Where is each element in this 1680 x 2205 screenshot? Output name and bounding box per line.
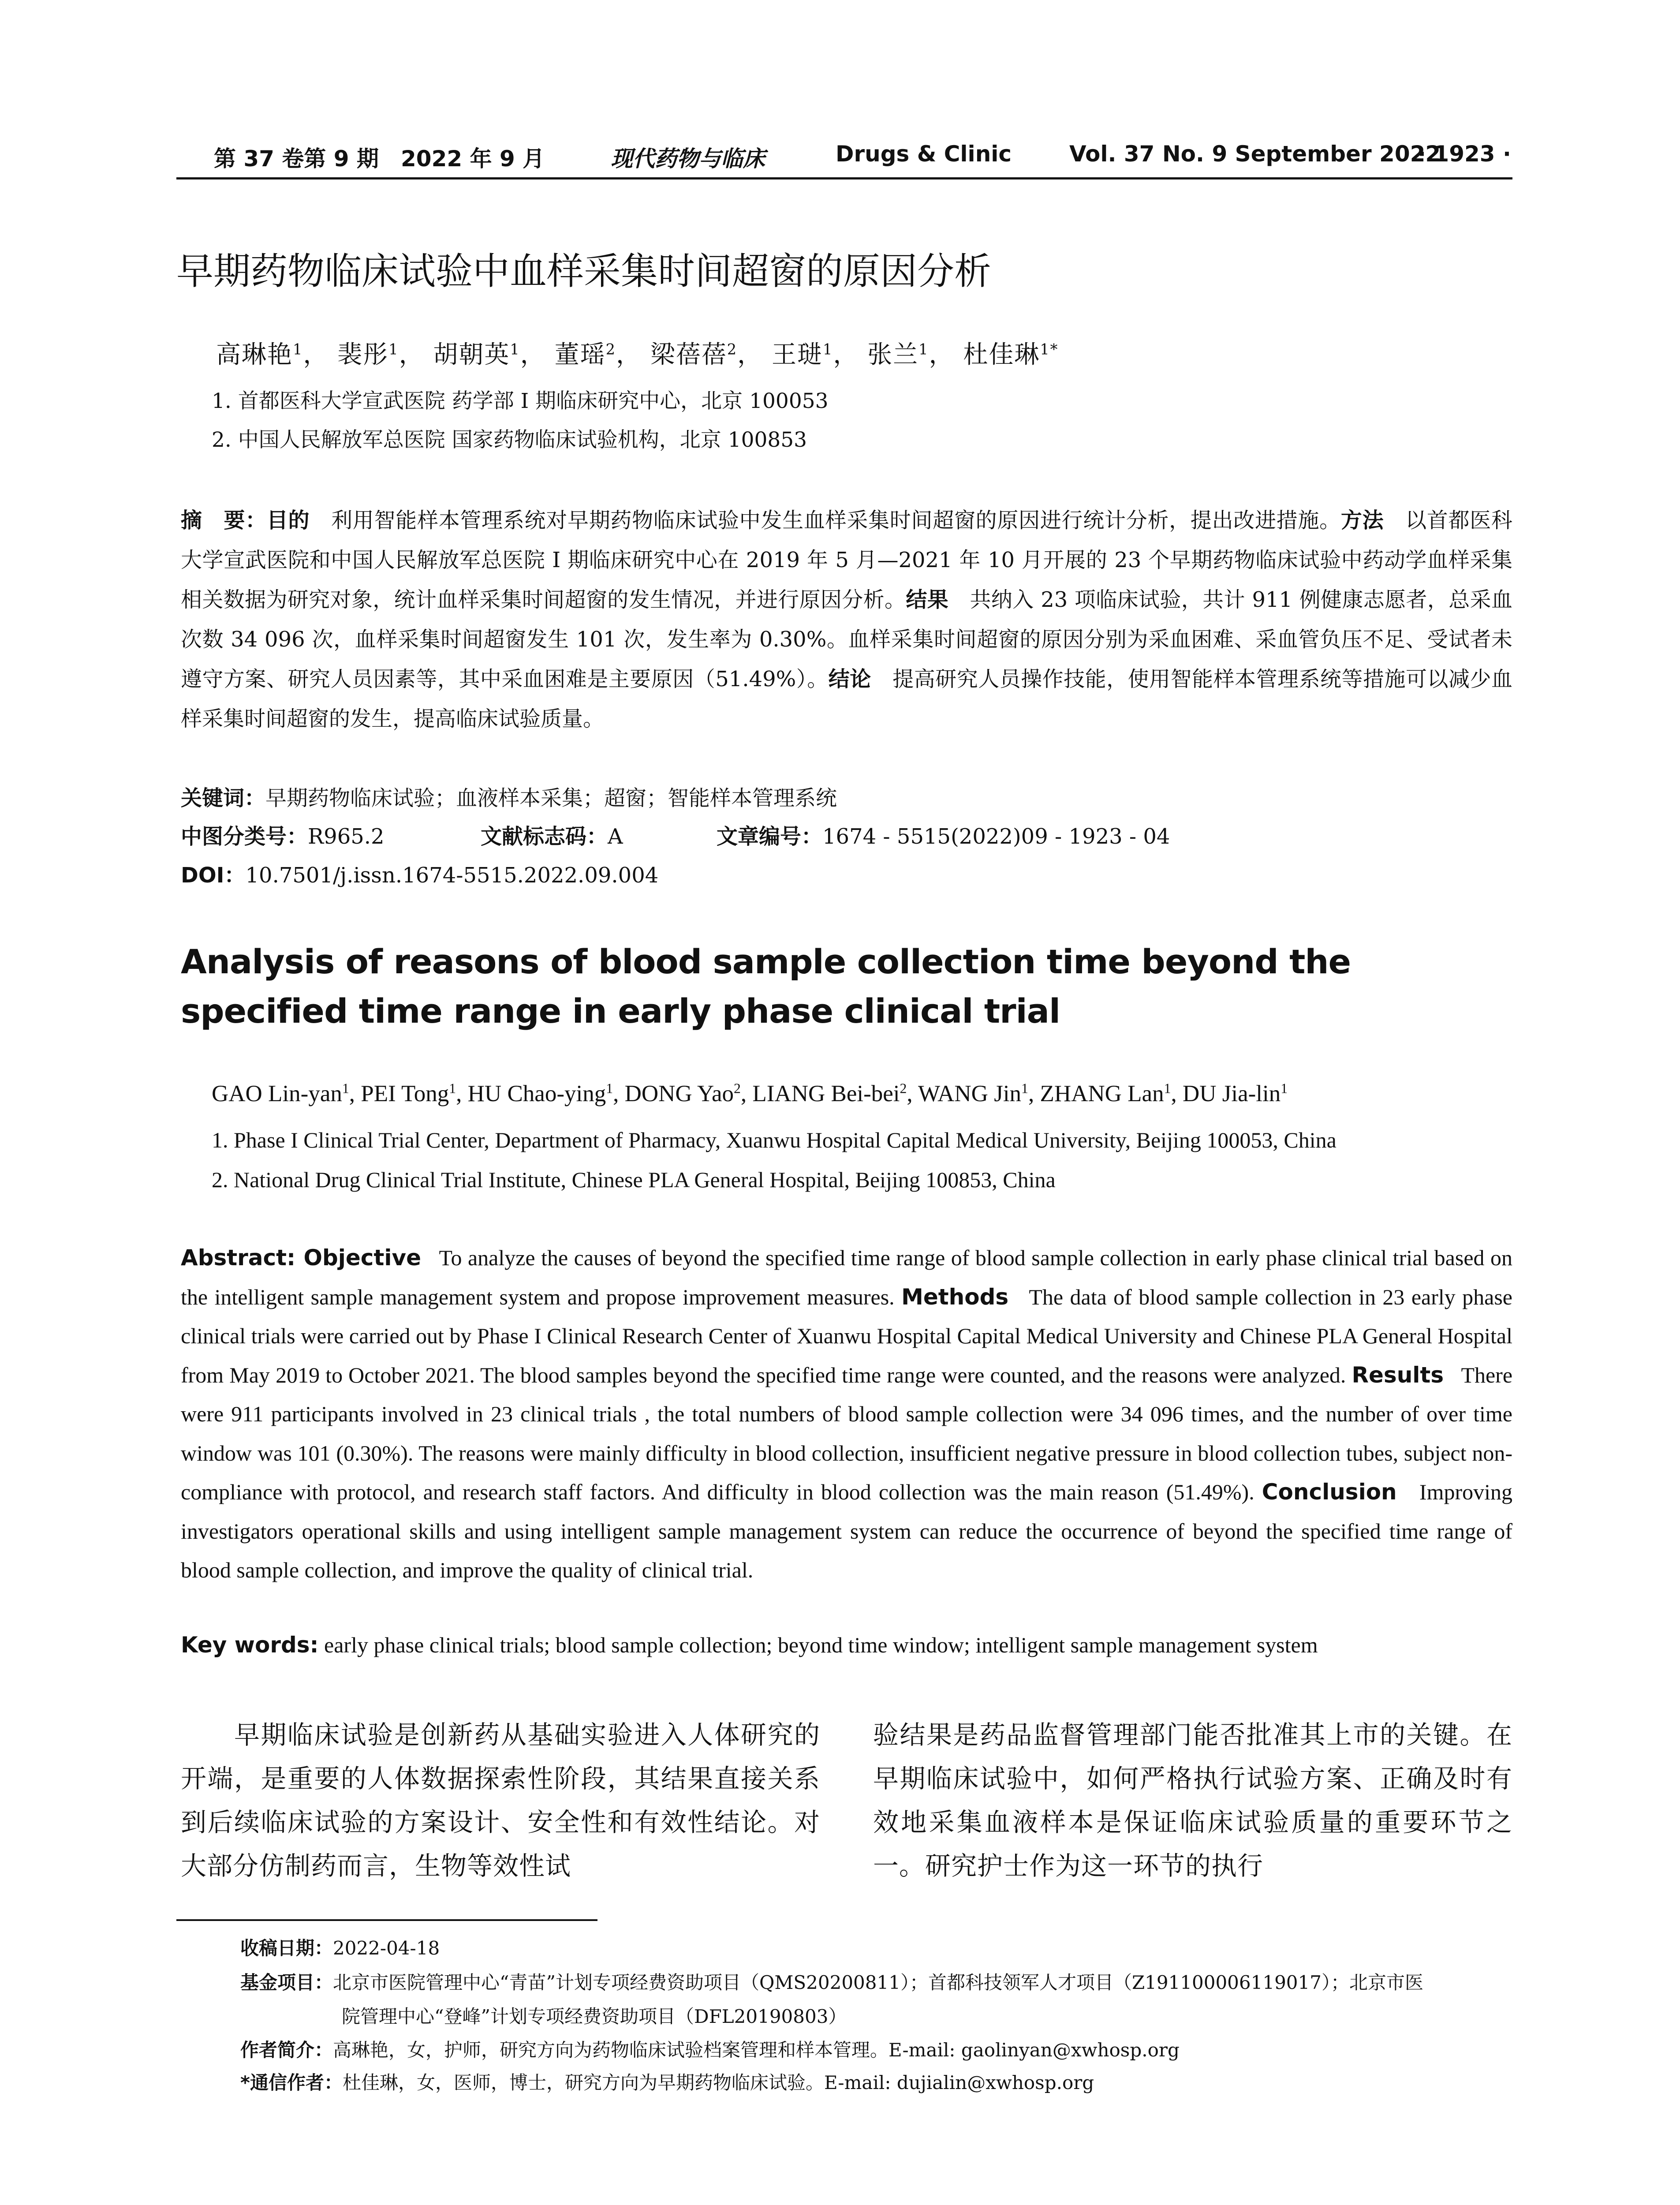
header-rule xyxy=(176,177,1512,179)
fund-label: 基金项目： xyxy=(240,1972,333,1993)
en-keywords-label: Key words: xyxy=(181,1632,319,1658)
en-affiliation-1: 1. Phase I Clinical Trial Center, Department of Pharmacy, Xuanwu Hospital Capital Medical University, Beijing 100053, China xyxy=(212,1128,1337,1152)
cn-abstract xyxy=(181,501,1512,739)
en-author-list: GAO Lin-yan$^1$, PEI Tong$^1$, HU Chao-ying$^1$, DONG Yao$^2$, LIANG Bei-bei$^2$, WANG Jin$^1$, ZHANG Lan$^1$, DU Jia-lin$^1$ xyxy=(212,1080,1288,1106)
en-affiliation-2: 2. National Drug Clinical Trial Institute, Chinese PLA General Hospital, Beijing 100853, China xyxy=(212,1167,1056,1192)
cn-classification-line xyxy=(181,821,1512,852)
en-keywords xyxy=(181,1629,1512,1660)
cn-author: 高琳艳$^1$ xyxy=(216,340,303,369)
article-no-value: 1674 - 5515(2022)09 - 1923 - 04 xyxy=(822,824,1170,849)
en-author: PEI Tong$^1$ xyxy=(361,1080,456,1106)
en-keywords-text: early phase clinical trials; blood sample collection; beyond time window; intelligent sample management system xyxy=(324,1633,1318,1657)
cn-affiliation-1: 1. 首都医科大学宣武医院 药学部 I 期临床研究中心，北京 100053 xyxy=(212,389,829,413)
en-results-text: There were 911 participants involved in 23 clinical trials , the total numbers of blood sample collection were 34 096 times, and the number of over time window was 101 (0.30%). The reasons were mainly difficulty in blood collection, insufficient negative pressure in blood collection tubes, subject non-compliance with protocol, and research staff factors. And difficulty in blood collection was the main reason (51.49%). xyxy=(181,1362,1513,1504)
footnote-received xyxy=(240,1934,1512,1963)
cn-author: 张兰$^1$ xyxy=(867,340,929,369)
cn-affiliation-2: 2. 中国人民解放军总医院 国家药物临床试验机构，北京 100853 xyxy=(212,428,807,452)
clc-value: R965.2 xyxy=(308,824,385,849)
en-methods-text: The data of blood sample collection in 23 early phase clinical trials were carried out by Phase I Clinical Research Center of Xuanwu Hospital Capital Medical University and Chinese PLA General Hospital from May 2019 to October 2021. The blood samples beyond the specified time range were counted, and the reasons were analyzed. xyxy=(181,1284,1512,1387)
doc-code-value: A xyxy=(608,824,623,849)
received-date: 2022-04-18 xyxy=(333,1937,440,1959)
footnote-fund xyxy=(240,1968,1512,1997)
en-conclusion-label: Conclusion xyxy=(1262,1479,1397,1505)
en-title: Analysis of reasons of blood sample collection time beyond the specified time range in early phase clinical trial xyxy=(181,942,1351,1031)
cn-keywords-label: 关键词： xyxy=(181,786,266,811)
header-journal-en: Drugs & Clinic xyxy=(836,141,1012,167)
en-author: ZHANG Lan$^1$ xyxy=(1040,1080,1171,1106)
corresponding-label: *通信作者： xyxy=(240,2072,343,2093)
footnote-corresponding xyxy=(240,2068,1512,2097)
cn-title: 早期药物临床试验中血样采集时间超窗的原因分析 xyxy=(176,250,992,293)
cn-objective-label: 目的 xyxy=(266,508,310,533)
cn-keywords-text: 早期药物临床试验；血液样本采集；超窗；智能样本管理系统 xyxy=(265,786,837,811)
footnote-author xyxy=(240,2036,1512,2065)
cn-conclusion-text: 提高研究人员操作技能，使用智能样本管理系统等措施可以减少血样采集时间超窗的发生，提高临床试验质量。 xyxy=(181,667,1512,731)
en-objective-label: Abstract: Objective xyxy=(181,1245,421,1271)
author-bio-label: 作者简介： xyxy=(240,2039,333,2061)
en-author: GAO Lin-yan$^1$ xyxy=(212,1080,349,1106)
footnote-rule xyxy=(176,1919,597,1921)
en-methods-label: Methods xyxy=(901,1284,1009,1310)
en-conclusion-text: Improving investigators operational skills and using intelligent sample management system can reduce the occurrence of beyond the specified time range of blood sample collection, and improve the quality of clinical trial. xyxy=(181,1480,1513,1582)
fund-text-line-1: 北京市医院管理中心“青苗”计划专项经费资助项目（QMS20200811）；首都科技领军人才项目（Z191100006119017）；北京市医 xyxy=(333,1972,1423,1993)
en-author: DONG Yao$^2$ xyxy=(624,1080,741,1106)
cn-author: 杜佳琳$^{1*}$ xyxy=(963,340,1059,369)
author-bio-text: 高琳艳，女，护师，研究方向为药物临床试验档案管理和样本管理。E-mail: gaolinyan@xwhosp.org xyxy=(333,2039,1180,2061)
en-author: LIANG Bei-bei$^2$ xyxy=(752,1080,907,1106)
clc-label: 中图分类号： xyxy=(181,824,308,849)
en-objective-text: To analyze the causes of beyond the specified time range of blood sample collection in early phase clinical trial based on the intelligent sample management system and propose improvement measures. xyxy=(181,1245,1512,1309)
corresponding-text: 杜佳琳，女，医师，博士，研究方向为早期药物临床试验。E-mail: dujialin@xwhosp.org xyxy=(342,2072,1094,2093)
en-abstract xyxy=(181,1238,1512,1590)
running-header xyxy=(176,141,1512,181)
cn-objective-text: 利用智能样本管理系统对早期药物临床试验中发生血样采集时间超窗的原因进行统计分析，提出改进措施。 xyxy=(331,508,1341,533)
cn-author: 董瑶$^2$ xyxy=(554,340,616,369)
body-column-right: 验结果是药品监督管理部门能否批准其上市的关键。在早期临床试验中，如何严格执行试验方案、正确及时有效地采集血液样本是保证临床试验质量的重要环节之一。研究护士作为这一环节的执行 xyxy=(873,1720,1512,1881)
doi-value: 10.7501/j.issn.1674-5515.2022.09.004 xyxy=(245,863,659,888)
en-results-label: Results xyxy=(1351,1362,1444,1388)
cn-abstract-label: 摘 要： xyxy=(181,508,267,533)
header-page-number: · 1923 · xyxy=(1418,141,1511,167)
cn-author: 梁蓓蓓$^2$ xyxy=(650,340,738,369)
received-label: 收稿日期： xyxy=(240,1937,333,1959)
doi-line xyxy=(181,860,1512,891)
cn-results-label: 结果 xyxy=(906,587,949,612)
en-author: DU Jia-lin$^1$ xyxy=(1182,1080,1288,1106)
cn-author: 胡朝英$^1$ xyxy=(433,340,520,369)
cn-results-text: 共纳入 23 项临床试验，共计 911 例健康志愿者，总采血次数 34 096 次，血样采集时间超窗发生 101 次，发生率为 0.30%。血样采集时间超窗的原因分别为采血困难、采血管负压不足、受试者未遵守方案、研究人员因素等，其中采血困难是主要原因（51.49%）。 xyxy=(181,587,1512,691)
cn-author: 裴彤$^1$ xyxy=(337,340,399,369)
cn-methods-label: 方法 xyxy=(1340,508,1384,533)
header-journal-cn: 现代药物与临床 xyxy=(611,146,765,171)
header-volume-cn: 第 37 卷第 9 期 2022 年 9 月 xyxy=(214,146,545,172)
body-column-left: 早期临床试验是创新药从基础实验进入人体研究的开端，是重要的人体数据探索性阶段，其结果直接关系到后续临床试验的方案设计、安全性和有效性结论。对大部分仿制药而言，生物等效性试 xyxy=(181,1720,820,1881)
fund-text-line-2: 院管理中心“登峰”计划专项经费资助项目（DFL20190803） xyxy=(342,2006,847,2027)
cn-author-list: 高琳艳$^1$， 裴彤$^1$， 胡朝英$^1$， 董瑶$^2$， 梁蓓蓓$^2$， 王琎$^1$， 张兰$^1$， 杜佳琳$^{1*}$ xyxy=(216,340,1059,369)
en-author: WANG Jin$^1$ xyxy=(918,1080,1028,1106)
header-volume-en: Vol. 37 No. 9 September 2022 xyxy=(1069,141,1441,167)
en-author: HU Chao-ying$^1$ xyxy=(467,1080,613,1106)
doi-label: DOI： xyxy=(181,863,246,888)
cn-conclusion-label: 结论 xyxy=(828,667,871,691)
cn-keywords xyxy=(181,783,1512,814)
cn-methods-text: 以首都医科大学宣武医院和中国人民解放军总医院 I 期临床研究中心在 2019 年 5 月—2021 年 10 月开展的 23 个早期药物临床试验中药动学血样采集相关数据为研究对象，统计血样采集时间超窗的发生情况，并进行原因分析。 xyxy=(181,508,1512,612)
article-no-label: 文章编号： xyxy=(717,824,823,849)
doc-code-label: 文献标志码： xyxy=(481,824,608,849)
cn-author: 王琎$^1$ xyxy=(771,340,833,369)
